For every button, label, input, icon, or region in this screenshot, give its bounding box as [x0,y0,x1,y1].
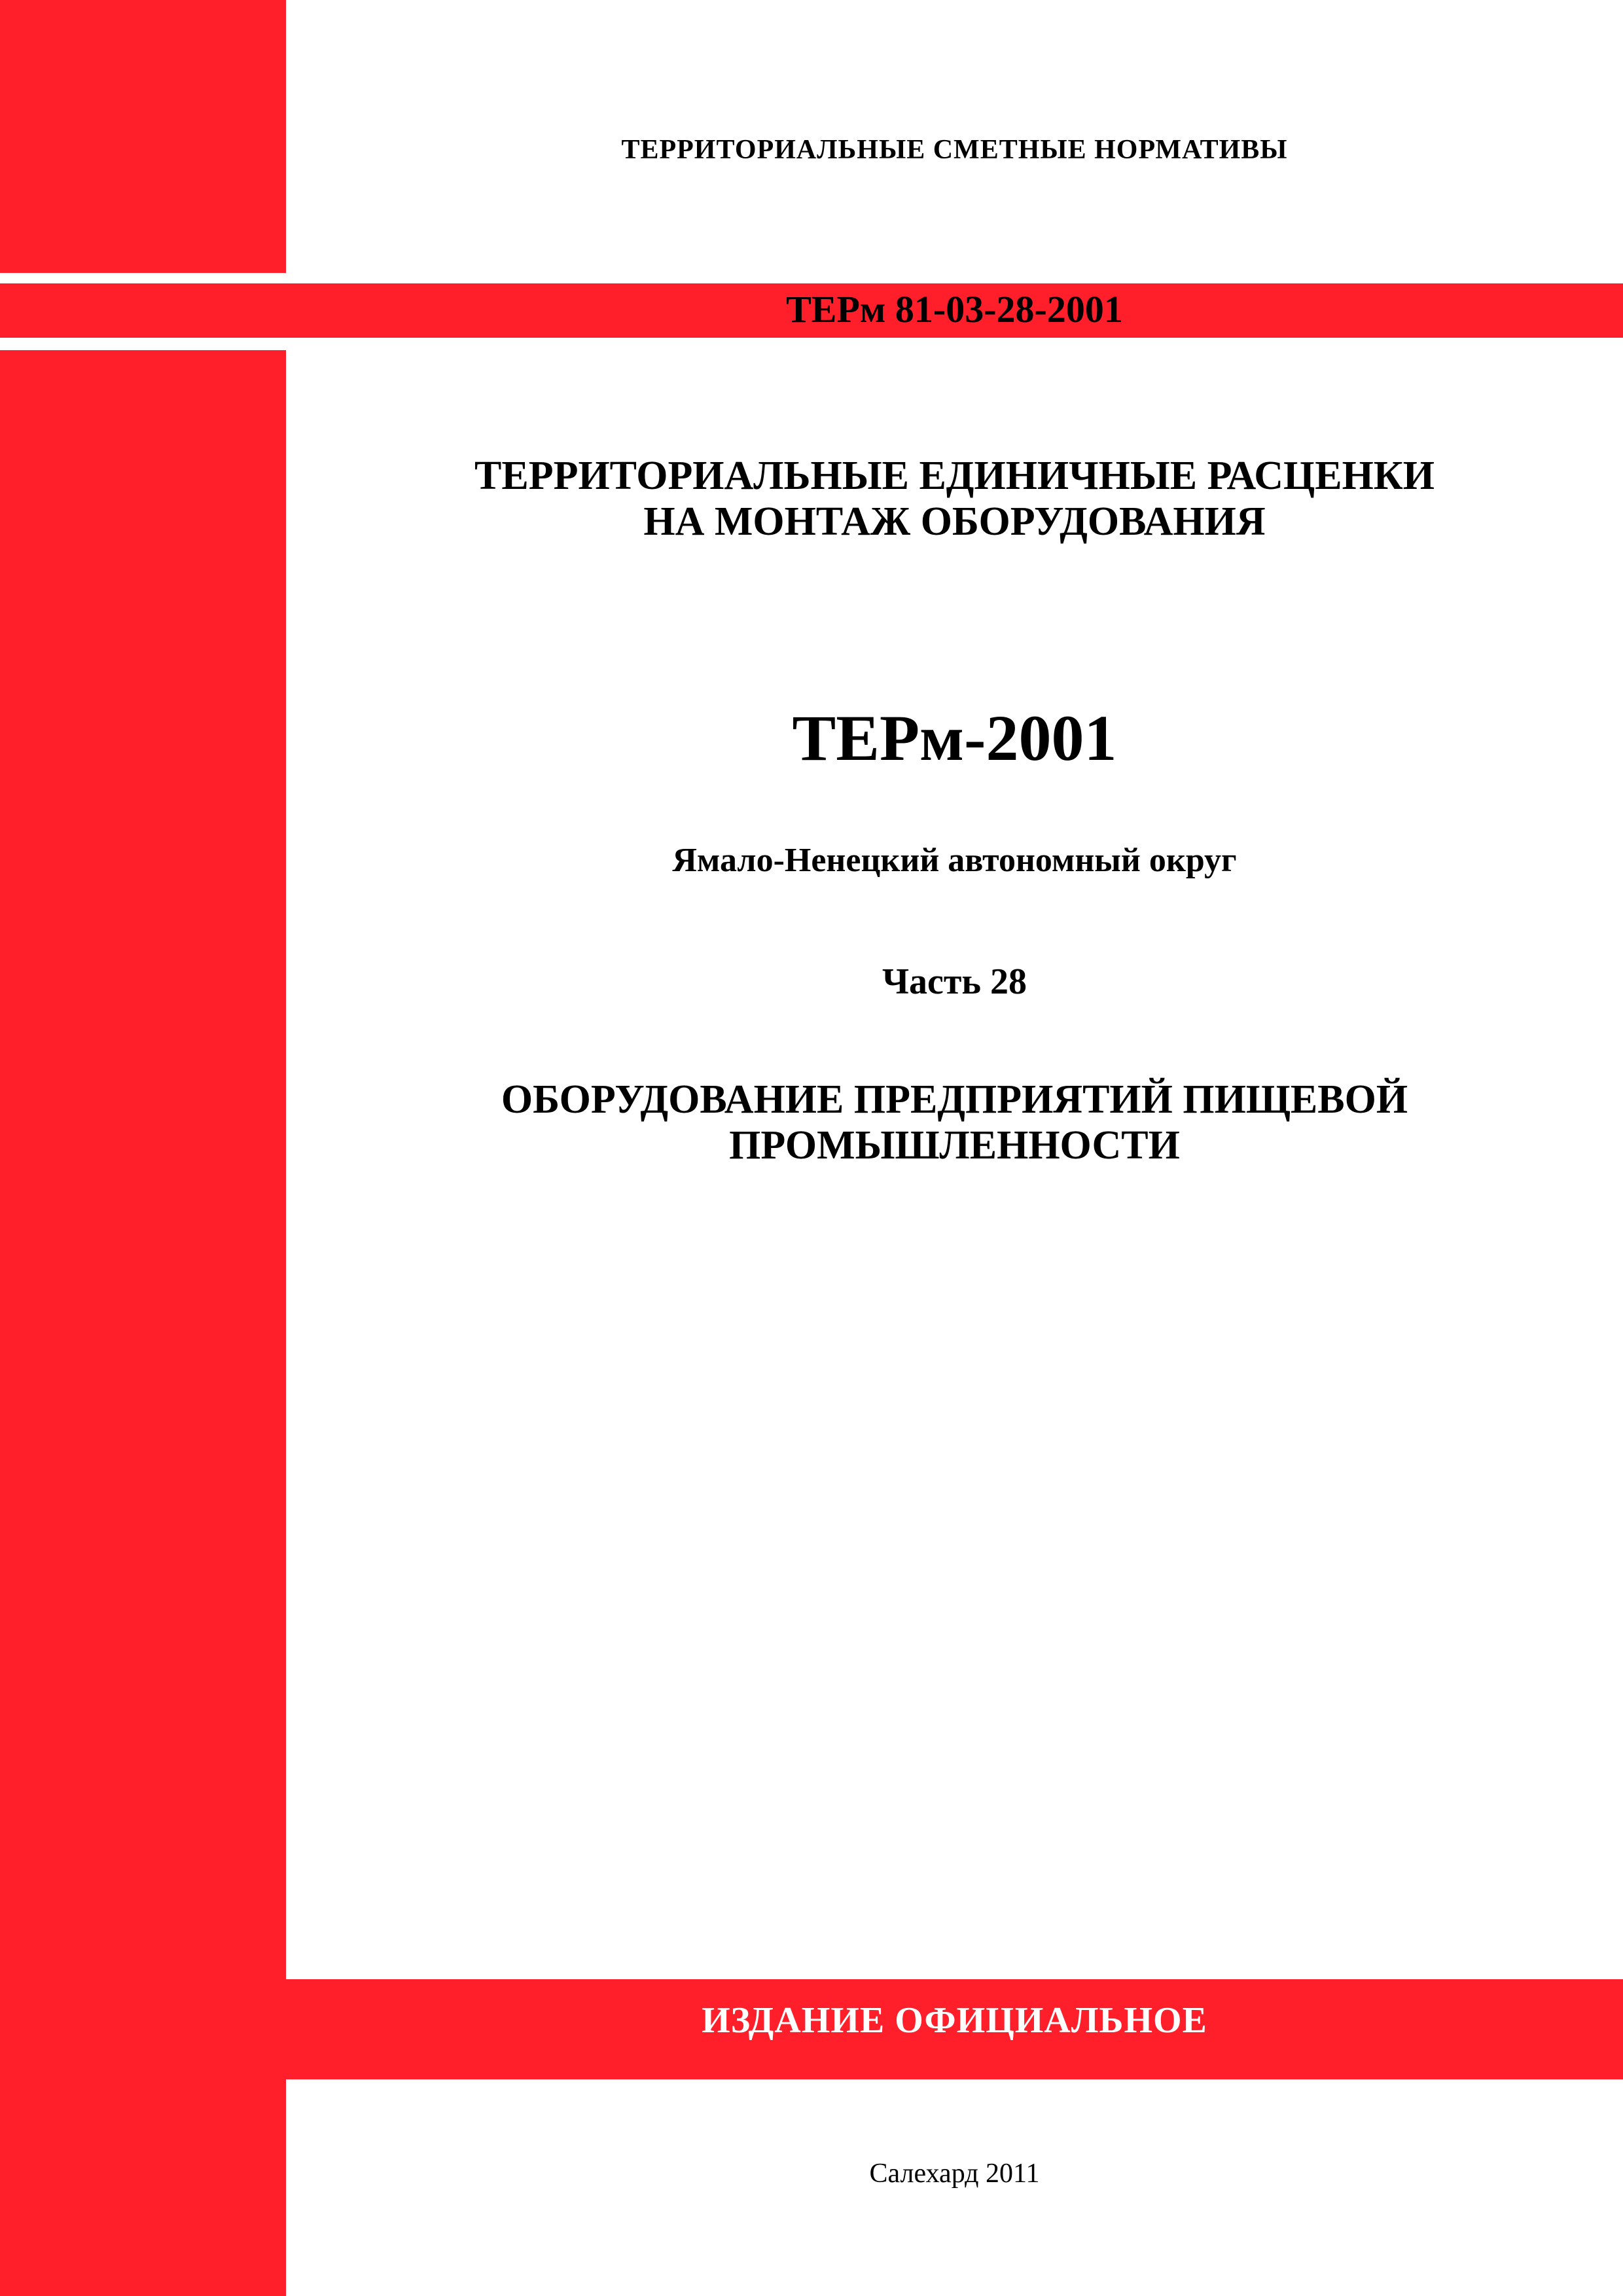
imprint: Салехард 2011 [869,2159,1040,2189]
main-title-line-1: ТЕРРИТОРИАЛЬНЫЕ ЕДИНИЧНЫЕ РАСЦЕНКИ [474,454,1435,498]
edition-label: ИЗДАНИЕ ОФИЦИАЛЬНОЕ [702,2000,1207,2041]
main-title-line-2: НА МОНТАЖ ОБОРУДОВАНИЯ [643,499,1266,545]
part-number: Часть 28 [882,961,1027,1002]
short-code: ТЕРм-2001 [792,702,1117,774]
left-red-bar-top [0,0,286,273]
document-code: ТЕРм 81-03-28-2001 [786,288,1123,331]
section-title [286,1077,1623,1168]
left-red-bar-bottom [0,2090,286,2296]
series-title: ТЕРРИТОРИАЛЬНЫЕ СМЕТНЫЕ НОРМАТИВЫ [621,135,1288,165]
region: Ямало-Ненецкий автономный округ [672,842,1237,879]
section-title-line-2: ПРОМЫШЛЕННОСТИ [729,1123,1180,1168]
section-title-line-1: ОБОРУДОВАНИЕ ПРЕДПРИЯТИЙ ПИЩЕВОЙ [501,1077,1408,1122]
main-title [286,453,1623,545]
